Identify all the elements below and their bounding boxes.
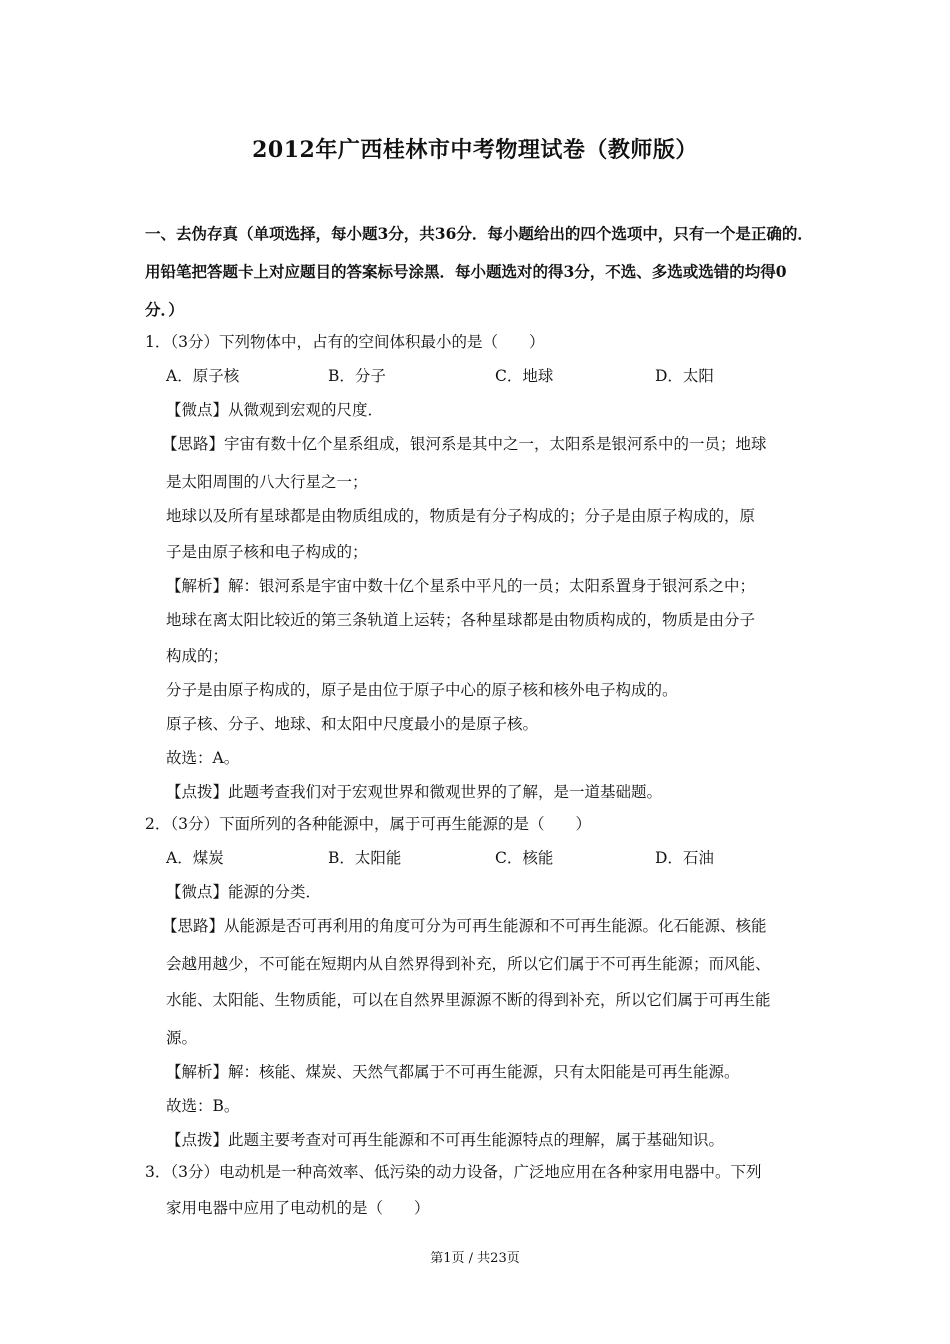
question-2-silu-line: 源。 bbox=[166, 1029, 198, 1047]
section-header: 一、去伪存真（单项选择，每小题3分，共36分．每小题给出的四个选项中，只有一个是正确的．用铅笔把答题卡上对应题目的答案标号涂黑．每小题选对的得3分，不选、多选或选错的均得0分．） bbox=[145, 224, 813, 319]
question-1-jiexi-line: 原子核、分子、地球、和太阳中尺度最小的是原子核。 bbox=[166, 715, 539, 733]
question-1-jiexi-line: 分子是由原子构成的，原子是由位于原子中心的原子核和核外电子构成的。 bbox=[166, 681, 678, 699]
question-2-weidian: 【微点】能源的分类． bbox=[166, 883, 322, 901]
question-1-silu-line: 【思路】宇宙有数十亿个星系组成，银河系是其中之一，太阳系是银河系中的一员；地球 bbox=[162, 435, 767, 453]
question-2-jiexi-line: 【解析】解：核能、煤炭、天然气都属于不可再生能源，只有太阳能是可再生能源。 bbox=[166, 1063, 740, 1081]
question-2-dianbo: 【点拨】此题主要考查对可再生能源和不可再生能源特点的理解，属于基础知识。 bbox=[166, 1131, 725, 1149]
question-1-option-c: C．地球 bbox=[495, 367, 554, 385]
question-2-option-a: A．煤炭 bbox=[166, 849, 224, 867]
question-1-silu-line: 子是由原子核和电子构成的； bbox=[166, 543, 368, 561]
question-1-option-d: D．太阳 bbox=[655, 367, 714, 385]
page-footer: 第1页 / 共23页 bbox=[430, 1251, 520, 1266]
question-1-jiexi-line: 地球在离太阳比较近的第三条轨道上运转；各种星球都是由物质构成的，物质是由分子 bbox=[166, 611, 756, 629]
question-1-stem: 1．（3分）下列物体中，占有的空间体积最小的是（ ） bbox=[145, 333, 545, 351]
question-1-option-a: A．原子核 bbox=[166, 367, 240, 385]
question-1-option-b: B．分子 bbox=[328, 367, 386, 385]
question-2-option-b: B．太阳能 bbox=[328, 849, 402, 867]
question-2-answer: 故选：B。 bbox=[166, 1097, 240, 1115]
question-1-jiexi-line: 构成的； bbox=[166, 647, 229, 665]
question-2-silu-line: 会越用越少，不可能在短期内从自然界得到补充，所以它们属于不可再生能源；而风能、 bbox=[166, 955, 771, 973]
question-3-stem: 3．（3分）电动机是一种高效率、低污染的动力设备，广泛地应用在各种家用电器中。下列 bbox=[145, 1163, 762, 1181]
question-1-jiexi-line: 【解析】解：银河系是宇宙中数十亿个星系中平凡的一员；太阳系置身于银河系之中； bbox=[166, 577, 756, 595]
question-2-option-c: C．核能 bbox=[495, 849, 554, 867]
question-2-stem: 2．（3分）下面所列的各种能源中，属于可再生能源的是（ ） bbox=[145, 815, 591, 833]
question-2-option-d: D．石油 bbox=[655, 849, 714, 867]
question-1-silu-line: 地球以及所有星球都是由物质组成的，物质是有分子构成的；分子是由原子构成的，原 bbox=[166, 507, 756, 525]
question-3-stem-continued: 家用电器中应用了电动机的是（ ） bbox=[166, 1199, 430, 1217]
question-2-silu-line: 水能、太阳能、生物质能，可以在自然界里源源不断的得到补充，所以它们属于可再生能 bbox=[166, 991, 771, 1009]
page-title: 2012年广西桂林市中考物理试卷（教师版） bbox=[252, 137, 698, 163]
question-1-weidian: 【微点】从微观到宏观的尺度． bbox=[166, 401, 384, 419]
question-1-answer: 故选：A。 bbox=[166, 749, 240, 767]
question-1-silu-line: 是太阳周围的八大行星之一； bbox=[166, 473, 368, 491]
question-2-silu-line: 【思路】从能源是否可再利用的角度可分为可再生能源和不可再生能源。化石能源、核能 bbox=[162, 917, 767, 935]
question-1-dianbo: 【点拨】此题考查我们对于宏观世界和微观世界的了解，是一道基础题。 bbox=[166, 783, 663, 801]
